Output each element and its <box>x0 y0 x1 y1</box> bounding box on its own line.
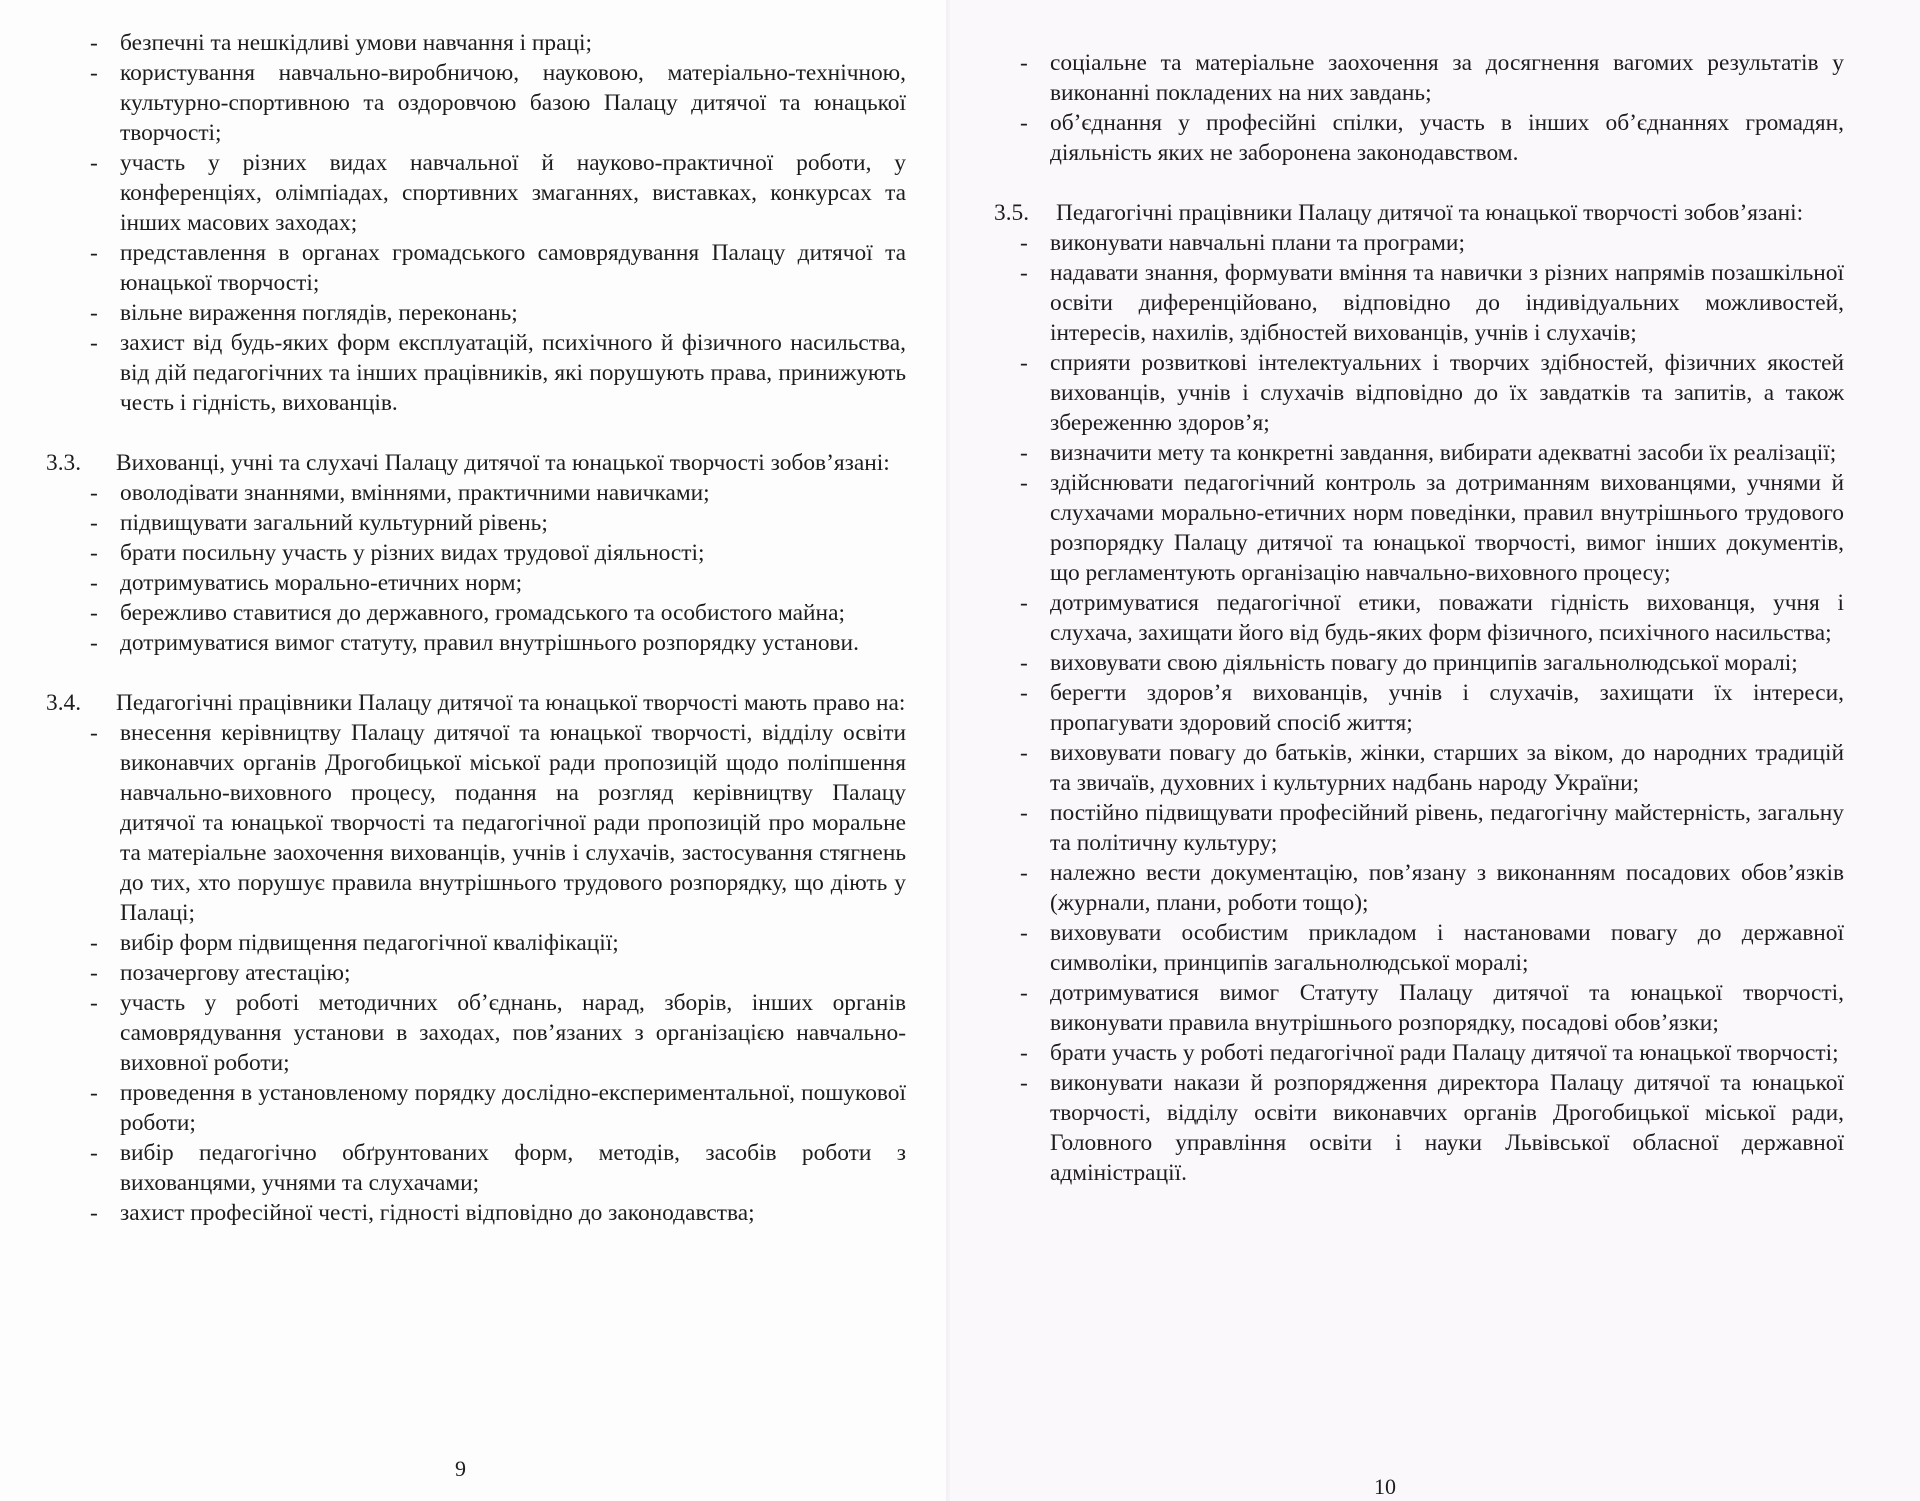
right-intro-list <box>1008 48 1844 168</box>
bullet-dash: - <box>1020 800 1028 826</box>
bullet-dash: - <box>90 960 98 986</box>
list-item: - виконувати навчальні плани та програми; <box>1020 230 1465 256</box>
bullet-dash: - <box>1020 860 1028 886</box>
bullet-dash: - <box>1020 1070 1028 1096</box>
list-item: - дотримуватися вимог Статуту Палацу дитячої та юнацької творчості, виконувати правила внутрішнього розпорядку, посадові обов’язки; <box>1020 980 1844 1036</box>
section-number: 3.5. <box>994 200 1030 226</box>
list-item: - виховувати особистим прикладом і настановами повагу до державної символіки, принципів загальнолюдської моралі; <box>1020 920 1844 976</box>
bullet-dash: - <box>90 1080 98 1106</box>
section-3-4-list <box>78 718 906 1228</box>
section-3-3-heading <box>46 448 906 478</box>
bullet-dash: - <box>1020 260 1028 286</box>
list-item: - сприяти розвиткові інтелектуальних і творчих здібностей, фізичних якостей вихованців, учнів і слухачів відповідно до їх завдатків та запитів, а також збереженню здоров’я; <box>1020 350 1844 436</box>
bullet-dash: - <box>90 480 98 506</box>
bullet-dash: - <box>90 540 98 566</box>
bullet-dash: - <box>1020 230 1028 256</box>
bullet-dash: - <box>90 240 98 266</box>
list-item: - безпечні та нешкідливі умови навчання і праці; <box>90 30 593 56</box>
list-item: - надавати знання, формувати вміння та навички з різних напрямів позашкільної освіти диференційовано, відповідно до індивідуальних можливостей, інтересів, нахилів, здібностей вихованців, учнів і слухачів; <box>1020 260 1844 346</box>
bullet-dash: - <box>90 1200 98 1226</box>
list-item: - позачергову атестацію; <box>90 960 351 986</box>
list-item: - захист від будь-яких форм експлуатацій, психічного й фізичного насильства, від дій педагогічних та інших працівників, які порушують права, принижують честь і гідність, вихованців. <box>90 330 906 416</box>
left-page-content <box>46 28 906 1228</box>
section-3-4-heading <box>46 688 906 718</box>
bullet-dash: - <box>1020 980 1028 1006</box>
bullet-dash: - <box>90 720 98 746</box>
list-item: - внесення керівництву Палацу дитячої та юнацької творчості, відділу освіти виконавчих органів Дрогобицької міської ради пропозицій щодо поліпшення навчально-виховного процесу, подання на розгляд керівництву Палацу дитячої та юнацької творчості та педагогічної ради пропозицій про моральне та матеріальне заохочення вихованців, учнів і слухачів, застосування стягнень до тих, хто порушує правила внутрішнього трудового розпорядку, що діють у Палаці; <box>90 720 906 926</box>
bullet-dash: - <box>1020 920 1028 946</box>
section-heading: Педагогічні працівники Палацу дитячої та юнацької творчості зобов’язані: <box>1056 200 1804 226</box>
bullet-dash: - <box>90 330 98 356</box>
bullet-dash: - <box>1020 680 1028 706</box>
list-item: - дотримуватися педагогічної етики, поважати гідність вихованця, учня і слухача, захищати його від будь-яких форм фізичного, психічного насильства; <box>1020 590 1844 646</box>
left-intro-list <box>78 28 906 418</box>
list-item: - визначити мету та конкретні завдання, вибирати адекватні засоби їх реалізації; <box>1020 440 1837 466</box>
list-item: - належно вести документацію, пов’язану з виконанням посадових обов’язків (журнали, плани, роботи тощо); <box>1020 860 1844 916</box>
bullet-dash: - <box>90 60 98 86</box>
list-item: - соціальне та матеріальне заохочення за досягнення вагомих результатів у виконанні покладених на них завдань; <box>1020 50 1844 106</box>
section-heading: Вихованці, учні та слухачі Палацу дитячої та юнацької творчості зобов’язані: <box>116 450 890 476</box>
list-item: - вибір форм підвищення педагогічної кваліфікації; <box>90 930 619 956</box>
bullet-dash: - <box>1020 650 1028 676</box>
list-item: - представлення в органах громадського самоврядування Палацу дитячої та юнацької творчості; <box>90 240 906 296</box>
page-number-right: 10 <box>1374 1474 1396 1499</box>
list-item: - брати посильну участь у різних видах трудової діяльності; <box>90 540 705 566</box>
list-item: - участь у роботі методичних об’єднань, нарад, зборів, інших органів самоврядування установи в заходах, пов’язаних з організацією навчально-виховної роботи; <box>90 990 906 1076</box>
list-item: - об’єднання у професійні спілки, участь в інших об’єднаннях громадян, діяльність яких не заборонена законодавством. <box>1020 110 1844 166</box>
bullet-dash: - <box>90 600 98 626</box>
bullet-dash: - <box>90 630 98 656</box>
section-number: 3.4. <box>46 690 82 716</box>
list-item: - підвищувати загальний культурний рівень; <box>90 510 548 536</box>
bullet-dash: - <box>1020 470 1028 496</box>
bullet-dash: - <box>90 150 98 176</box>
bullet-dash: - <box>1020 350 1028 376</box>
bullet-dash: - <box>1020 1040 1028 1066</box>
bullet-dash: - <box>1020 110 1028 136</box>
bullet-dash: - <box>1020 440 1028 466</box>
bullet-dash: - <box>1020 50 1028 76</box>
section-3-5-list <box>1008 228 1844 1188</box>
list-item: - захист професійної честі, гідності відповідно до законодавства; <box>90 1200 755 1226</box>
list-item: - виховувати свою діяльність повагу до принципів загальнолюдської моралі; <box>1020 650 1798 676</box>
list-item: - постійно підвищувати професійний рівень, педагогічну майстерність, загальну та політичну культуру; <box>1020 800 1844 856</box>
bullet-dash: - <box>90 30 98 56</box>
bullet-dash: - <box>1020 590 1028 616</box>
bullet-dash: - <box>90 930 98 956</box>
page-number-left: 9 <box>455 1456 466 1481</box>
bullet-dash: - <box>1020 740 1028 766</box>
section-3-3-list <box>78 478 906 658</box>
list-item: - участь у різних видах навчальної й науково-практичної роботи, у конференціях, олімпіадах, спортивних змаганнях, виставках, конкурсах та інших масових заходах; <box>90 150 906 236</box>
list-item: - бережливо ставитися до державного, громадського та особистого майна; <box>90 600 845 626</box>
list-item: - дотримуватися вимог статуту, правил внутрішнього розпорядку установи. <box>90 630 859 656</box>
section-heading: Педагогічні працівники Палацу дитячої та юнацької творчості мають право на: <box>116 690 906 716</box>
bullet-dash: - <box>90 300 98 326</box>
right-page-content <box>994 48 1844 1188</box>
section-number: 3.3. <box>46 450 82 476</box>
section-3-5-heading <box>994 198 1844 228</box>
list-item: - здійснювати педагогічний контроль за дотриманням вихованцями, учнями й слухачами морально-етичних норм поведінки, правил внутрішнього трудового розпорядку Палацу дитячої та юнацької творчості, вимог інших документів, що регламентують організацію навчально-виховного процесу; <box>1020 470 1844 586</box>
list-item: - дотримуватись морально-етичних норм; <box>90 570 523 596</box>
bullet-dash: - <box>90 990 98 1016</box>
list-item: - вибір педагогічно обґрунтованих форм, методів, засобів роботи з вихованцями, учнями та слухачами; <box>90 1140 906 1196</box>
list-item: - вільне вираження поглядів, переконань; <box>90 300 518 326</box>
bullet-dash: - <box>90 1140 98 1166</box>
list-item: - оволодівати знаннями, вміннями, практичними навичками; <box>90 480 710 506</box>
list-item: - проведення в установленому порядку дослідно-експериментальної, пошукової роботи; <box>90 1080 906 1136</box>
list-item: - користування навчально-виробничою, науковою, матеріально-технічною, культурно-спортивною та оздоровчою базою Палацу дитячої та юнацької творчості; <box>90 60 906 146</box>
list-item: - виконувати накази й розпорядження директора Палацу дитячої та юнацької творчості, відділу освіти виконавчих органів Дрогобицької міської ради, Головного управління освіти і науки Львівської обласної державної адміністрації. <box>1020 1070 1844 1186</box>
list-item: - берегти здоров’я вихованців, учнів і слухачів, захищати їх інтереси, пропагувати здоровий спосіб життя; <box>1020 680 1844 736</box>
list-item: - виховувати повагу до батьків, жінки, старших за віком, до народних традицій та звичаїв, духовних і культурних надбань народу України; <box>1020 740 1844 796</box>
bullet-dash: - <box>90 510 98 536</box>
page-gutter <box>946 0 950 1501</box>
list-item: - брати участь у роботі педагогічної ради Палацу дитячої та юнацької творчості; <box>1020 1040 1839 1066</box>
bullet-dash: - <box>90 570 98 596</box>
